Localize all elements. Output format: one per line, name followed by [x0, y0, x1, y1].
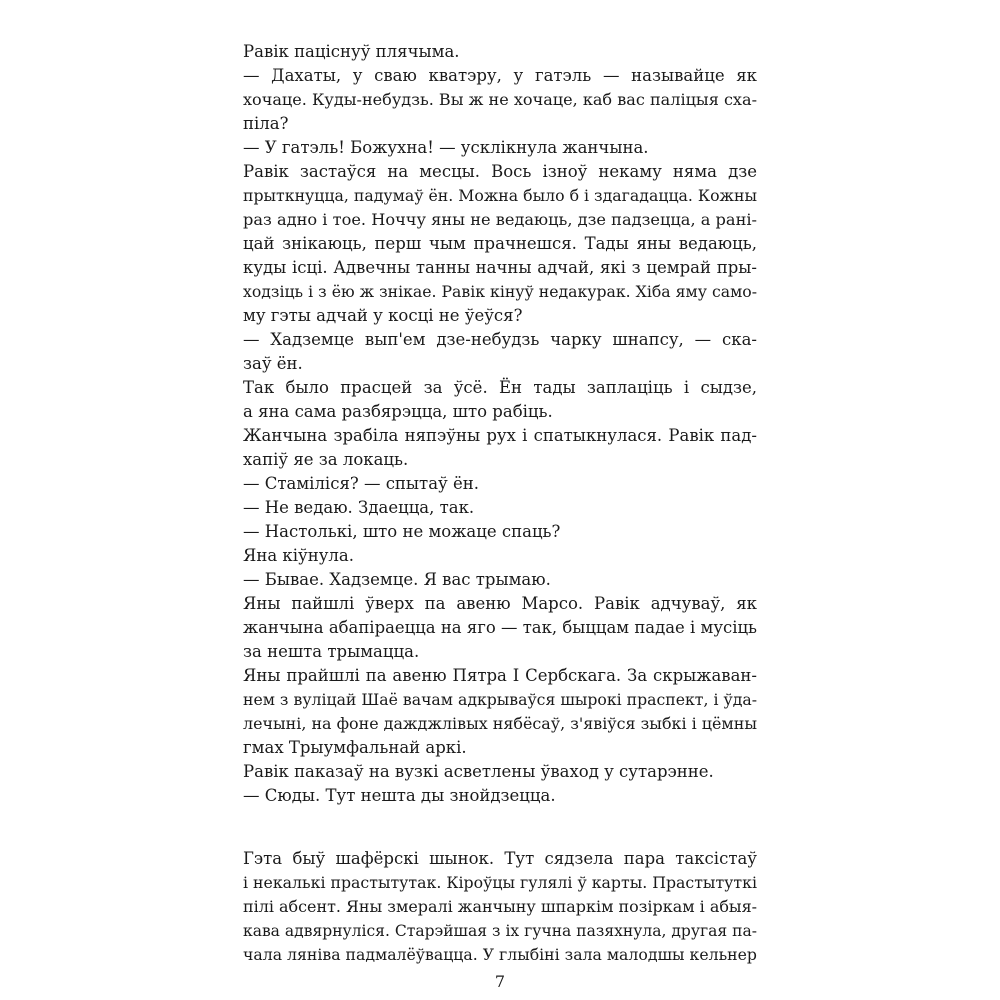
text-line: цай знікаюць, перш чым прачнешся. Тады яны ведаюць,	[243, 234, 757, 253]
text-line: Гэта быў шафёрскі шынок. Тут сядзела пара таксістаў	[243, 849, 757, 868]
text-line: за нешта трымацца.	[243, 642, 420, 661]
text-line: — Хадземце вып'ем дзе-небудзь чарку шнапсу, — ска-	[243, 330, 757, 349]
text-line: — Стаміліся? — спытаў ён.	[243, 474, 479, 493]
text-line: раз адно і тое. Ноччу яны не ведаюць, дзе падзецца, а рані-	[243, 210, 757, 229]
text-line: Яны прайшлі па авеню Пятра I Сербскага. За скрыжаван-	[243, 666, 757, 685]
text-line: Яна кіўнула.	[243, 546, 354, 565]
text-line: чала лянiва падмалёўвацца. У глыбіні зала малодшы кельнер	[243, 945, 757, 964]
text-line: заў ён.	[243, 354, 303, 373]
paragraph	[243, 847, 757, 967]
paragraph	[243, 784, 757, 808]
text-line: хапіў яе за локаць.	[243, 450, 409, 469]
text-line: пілі абсент. Яны змералі жанчыну шпаркім позіркам і абыя-	[243, 897, 758, 916]
text-line: кава адвярнуліся. Старэйшая з іх гучна пазяхнула, другая па-	[243, 922, 757, 940]
text-line: — Дахаты, у сваю кватэру, у гатэль — называйце як	[243, 66, 757, 85]
text-line: му гэты адчай у косці не ўеўся?	[243, 306, 523, 325]
paragraph	[243, 136, 757, 160]
paragraph	[243, 40, 757, 64]
paragraph	[243, 544, 757, 568]
text-line: нем з вуліцай Шаё вачам адкрываўся шырокі праспект, і ўда-	[243, 690, 757, 709]
text-line: — Не ведаю. Здаецца, так.	[243, 498, 475, 517]
text-line: прыткнуцца, падумаў ён. Можна было б і здагадацца. Кожны	[243, 186, 757, 205]
text-line: куды ісці. Адвечны танны начны адчай, які з цемрай пры-	[243, 258, 757, 277]
text-line: Яны пайшлі ўверх па авеню Марсо. Равік адчуваў, як	[243, 594, 757, 613]
text-line: піла?	[243, 114, 289, 133]
paragraph	[243, 160, 757, 328]
text-line: хочаце. Куды-небудзь. Вы ж не хочаце, каб вас паліцыя сха-	[243, 90, 757, 109]
paragraph	[243, 472, 757, 496]
text-line: Равік паказаў на вузкі асветлены ўваход у сутарэнне.	[243, 762, 714, 781]
paragraph	[243, 496, 757, 520]
text-line: — У гатэль! Божухна! — усклікнула жанчына.	[243, 138, 649, 157]
paragraph	[243, 328, 757, 376]
text-line: — Настолькі, што не можаце спаць?	[243, 522, 561, 541]
text-line: Жанчына зрабіла няпэўны рух і спатыкнулася. Равік пад-	[243, 426, 757, 445]
paragraph	[243, 664, 757, 760]
text-line: — Бывае. Хадземце. Я вас трымаю.	[243, 570, 551, 589]
text-line: Так было прасцей за ўсё. Ён тады заплаціць і сыдзе,	[243, 378, 757, 397]
text-line: ходзіць і з ёю ж знікае. Равік кінуў недакурак. Хіба яму само-	[243, 282, 757, 301]
text-line: — Сюды. Тут нешта ды знойдзецца.	[243, 786, 556, 805]
paragraph	[243, 376, 757, 424]
paragraph	[243, 760, 757, 784]
text-line: а яна сама разбярэцца, што рабіць.	[243, 402, 553, 421]
text-line: гмах Трыумфальнай аркі.	[243, 738, 467, 757]
text-line: лечыні, на фоне дажджлівых нябёсаў, з'явіўся зыбкі і цёмны	[243, 714, 757, 733]
text-line: Равік застаўся на месцы. Вось ізноў некаму няма дзе	[243, 162, 757, 181]
text-line: Равік пацiснуў плячыма.	[243, 42, 460, 61]
text-line: жанчына абапіраецца на яго — так, быццам падае і мусіць	[243, 618, 757, 637]
paragraph	[243, 592, 757, 664]
paragraph	[243, 568, 757, 592]
section-break	[243, 808, 757, 847]
paragraph	[243, 520, 757, 544]
paragraph	[243, 64, 757, 136]
page-number: 7	[494, 972, 506, 991]
paragraph	[243, 424, 757, 472]
text-line: і некалькі прастытутак. Кіроўцы гулялі ў карты. Прастытуткі	[243, 873, 757, 892]
book-page-text	[243, 40, 757, 967]
